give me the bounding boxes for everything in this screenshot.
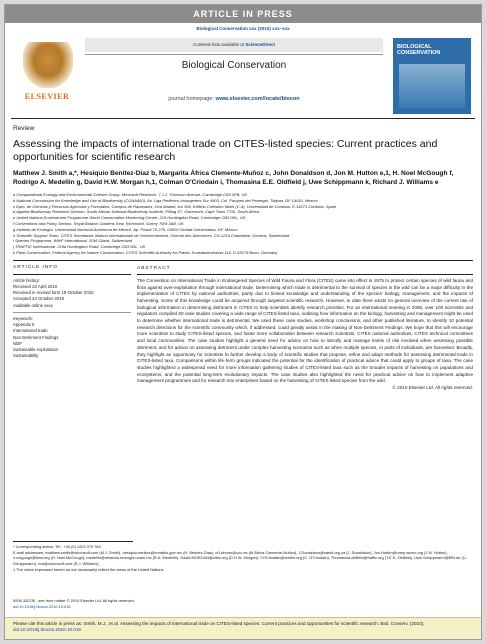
journal-title: Biological Conservation — [181, 60, 287, 71]
keyword: Sustainability — [13, 353, 39, 359]
affiliation-j: j TRAFFIC International, 219a Huntingdon Road, Cambridge CB3 0DL, UK — [13, 244, 146, 250]
email-addresses: E-mail addresses: matthew.smith@microsoft.com (M.J. Smith), hesiquio.benitez@conabio.gob.mx (H. Benítez-Díaz), cr1clmum@uco.es (M.África Clemente-Muñoz), J.Donaldson@sanbi.org.za (J. Donaldson), Jon.Hutton@unep-wcmc.org (J.M. Hutton), n.mcgough@kew.org (H. Noel McGough), medellin@miranda.ecologia.unam.mx (R.A. Medellin), David.MORGAN@cites.org (D.H.W. Morgan), COCriodain@wwfint.org (C. O'Criodain), Thomasina.oldfield@traffic.org (T.E.E. Oldfield), Uwe.Schippmann@BfN.de (U. Schippmann), rcw@microsoft.com (R.J. Williams). — [13, 549, 467, 566]
affiliation-i: i Species Programme, WWF International, 1196 Gland, Switzerland — [13, 238, 133, 244]
cover-image — [399, 64, 465, 108]
journal-cover-thumbnail[interactable] — [393, 38, 471, 114]
homepage-link[interactable]: www.elsevier.com/locate/biocon — [215, 96, 300, 102]
cite-this-article-box — [5, 617, 481, 639]
citation-text[interactable]: Biological Conservation xxx (2010) xxx–xxx — [196, 26, 290, 31]
section-divider — [13, 260, 473, 261]
history-label: Article history: — [13, 277, 40, 283]
keyword: NDF — [13, 340, 22, 346]
affiliations — [13, 192, 473, 256]
abstract-header: ABSTRACT — [137, 265, 473, 275]
affiliation-d: d Applied Biodiversity Research Division, South African National Biodiversity Institute, P/Bag X7, Claremont, Cape Town 7735, South Africa — [13, 209, 259, 215]
cite-doi-link[interactable]: doi:10.1016/j.biocon.2010.10.018 — [13, 627, 81, 633]
cover-title: BIOLOGICAL CONSERVATION — [397, 44, 441, 57]
un-disclaimer-note: 1 The views expressed herein do not necessarily reflect the views of the United Nations. — [13, 566, 165, 572]
affiliation-f: f Conventions and Policy Section, Royal Botanic Gardens Kew, Richmond, Surrey TW9 3AB, UK — [13, 221, 184, 227]
article-info — [13, 265, 131, 360]
abstract-text: The Convention on International Trade in Endangered Species of Wild Fauna and Flora (CITES) came into effect in 1975 to protect certain species of wild fauna and flora against over-exploitation through international trade. Determining which trade is detrimental to the survival of species in the wild can be a major difficulty in the implementation of CITES by national authorities, partly due to limited knowledge and understanding of the species' biology, management, and the impacts of harvesting. Some of this knowledge could be acquired through targeted scientific research. However, to date there exists no general overview of the current use of biological information in determining detriment in CITES to help scientists identify research priorities. For an international meeting in 2008, over 100 scientists and regulators compiled 60 case studies covering a wide range of CITES-listed taxa, outlining how information on the biology, harvesting and management might be used to determine whether international trade is detrimental. We used these case studies, workshop conclusions, and other published literature, to identify 10 potential research directions for the scientific community which, if addressed, could greatly assist in the making of Non-Detriment Findings. We hope that this will encourage more scientists to study CITES-listed species, and foster more collaboration between research scientists, CITES national authorities, CITES technical committees and local communities. The case studies highlight a general need for advice on how to identify and manage levels of risk involved when assessing possible detriment, and for advice on assessing detriment under complex harvesting scenarios such as when multiple species, or parts of individuals, are harvested. Broadly, they highlight an opportunity for scientists to further develop a body of scientific studies that propose, refine and adapt methods for assessing detrimental trade in CITES-listed taxa. Comparisons within life-form groups indicated the potential for the identification of practical advice that could apply to groups of taxa. The case studies highlighted a widespread need for more information gathering studies of CITES-listed taxa such as the broader impacts of harvesting on populations and ecosystems, and the potential long-term evolutionary impacts. The case studies also highlighted the need for practical advice on how to implement adaptive management programmes and for research into enterprises based on the harvesting of CITES listed species from the wild. — [137, 277, 473, 384]
affiliation-k: k Plant Conservation, Federal Agency for Nature Conservation, CITES Scientific Authority for Plants, Konstantinstrasse 110, D 53179 Bonn, Germany — [13, 250, 278, 255]
journal-citation-line — [5, 26, 481, 31]
sciencedirect-link[interactable]: ScienceDirect — [245, 42, 276, 47]
masthead-divider — [85, 54, 383, 55]
abstract — [137, 265, 473, 392]
author-list: Matthew J. Smith a,*, Hesiquio Benítez-Díaz b, Margarita África Clemente-Muñoz c, John Donaldson d, Jon M. Hutton e,1, H. Noel McGough f, Rodrigo A. Medellin g, David H.W. Morgan h,1, Colman O'Criodain i, Thomasina E.E. Oldfield j, Uwe Schippmann k, Richard J. Williams e — [13, 170, 454, 187]
history-accepted: Accepted 24 October 2010 — [13, 296, 65, 302]
two-column-body — [13, 265, 473, 477]
affiliation-b: b National Commission for Knowledge and Use of Biodiversity (CONABIO), Av. Liga Periférico-Insurgentes Sur 4903, Col. Parques del Pedregal, Tlalpan, DF 14010, Mexico — [13, 197, 318, 203]
keywords-divider — [13, 312, 131, 313]
issn-block — [13, 598, 135, 610]
affiliation-g: g Instituto de Ecología, Universidad Nacional Autónoma de México, Ap. Postal 70-275, 04510 Ciudad Universitaria, DF, Mexico — [13, 226, 238, 232]
history-received: Received 23 April 2010 — [13, 283, 58, 289]
copyright-notice: © 2010 Elsevier Ltd. All rights reserved. — [392, 385, 473, 391]
history-revised: Received in revised form 19 October 2010 — [13, 290, 94, 296]
keyword: Appendix II — [13, 322, 35, 328]
journal-homepage — [85, 96, 383, 102]
keyword: International trade — [13, 328, 48, 334]
footnote-divider — [13, 541, 133, 542]
affiliation-c: c Dpto. de Ciencias y Recursos Agrícolas y Forestales, Campus de Rabanales, Ctra Madrid, km 396, Edificio Celestino Mutis (C-4), Universidad de Córdoba, E-14071 Córdoba, Spain — [13, 203, 337, 209]
cite-text: Please cite this article in press as: Smith, M.J., et al. Assessing the impacts of international trade on CITES-listed species: Current practices and opportunities for scientific research. Biol. Conserv. (2010), — [13, 621, 425, 626]
article-in-press-banner: ARTICLE IN PRESS — [5, 5, 481, 23]
homepage-prefix: journal homepage: — [168, 96, 216, 102]
affiliation-a: a Computational Ecology and Environmental Science Group, Microsoft Research, 7 J.J. Thomson Avenue, Cambridge CB3 0FB, UK — [13, 192, 248, 198]
journal-masthead — [11, 34, 475, 119]
tree-icon — [23, 42, 73, 88]
front-matter-line: 0006-3207/$ - see front matter © 2010 Elsevier Ltd. All rights reserved. — [13, 598, 135, 603]
article-title: Assessing the impacts of international trade on CITES-listed species: Current practices and opportunities for scientific research — [13, 138, 438, 164]
corresponding-author-note: * Corresponding author. Tel.: +44 (0) 1223 479 784. — [13, 544, 102, 549]
publisher-name: ELSEVIER — [24, 92, 70, 101]
keywords-label: Keywords: — [13, 315, 34, 321]
article-info-header: ARTICLE INFO — [13, 265, 131, 275]
contents-prefix: Contents lists available at — [192, 42, 246, 47]
keyword: Non-Detriment Findings — [13, 334, 59, 340]
elsevier-logo[interactable] — [15, 40, 79, 106]
footnotes — [13, 544, 473, 572]
section-label: Review — [13, 125, 35, 132]
history-online: Available online xxxx — [13, 302, 53, 308]
article-page — [4, 4, 482, 640]
keyword: Sustainable exploitation — [13, 346, 59, 352]
affiliation-e: e United Nations Environment Programme World Conservation Monitoring Centre, 219 Huntingdon Road, Cambridge CB3 0DL, UK — [13, 215, 246, 221]
doi-link[interactable]: doi:10.1016/j.biocon.2010.10.018 — [13, 603, 71, 609]
affiliation-h: h Scientific Support Team, CITES Secretariat, Maison internationale de l'environnement, Chemin des Anemones, CH-1219 Chatelaine, Geneva, Switzerland — [13, 232, 290, 238]
contents-lists-bar — [85, 38, 383, 52]
